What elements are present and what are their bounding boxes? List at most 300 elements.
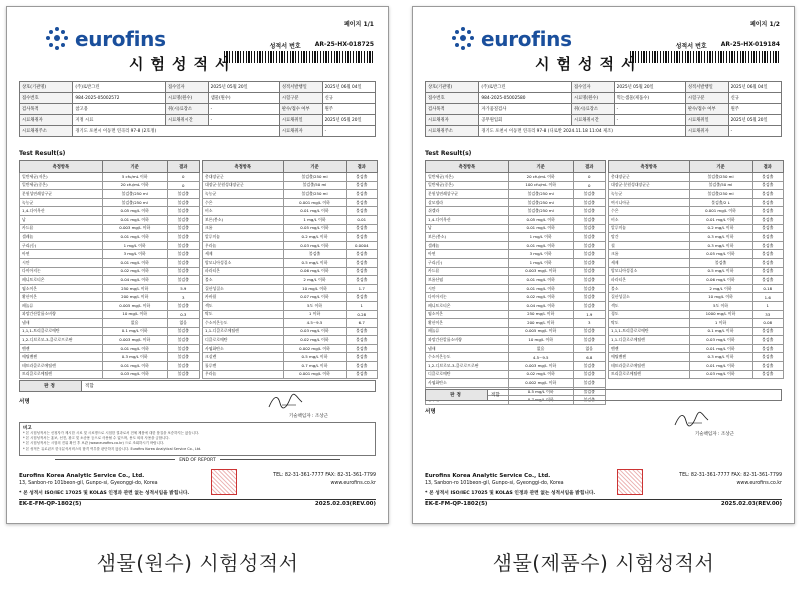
cell-item: 비소: [609, 215, 690, 224]
cell-standard: 0.05 mg/L 이하: [508, 215, 573, 224]
cell-item: 1,1-디클로로에틸렌: [203, 327, 284, 336]
judgement-row: [425, 389, 782, 401]
cell-standard: 20 cfu/mL 이하: [102, 181, 167, 190]
end-of-report: END OF REPORT: [19, 458, 376, 463]
cell-item: 페니트로티온: [426, 301, 509, 310]
table-row: [203, 336, 378, 345]
cell-result: 불검출: [573, 284, 605, 293]
table-row: [609, 336, 784, 345]
cell-item: 벤젠: [609, 344, 690, 353]
info-label: 시료채취시간: [571, 115, 614, 126]
cell-result: 불검출: [573, 198, 605, 207]
col-result-header: 결과: [346, 161, 378, 173]
cell-result: 6.7: [346, 319, 378, 328]
cell-item: 파라티온: [203, 267, 284, 276]
cert-number-row: [676, 41, 780, 50]
cell-standard: 1 mg/L 이하: [508, 258, 573, 267]
table-row: [20, 293, 200, 302]
cell-result: 불검출: [752, 190, 784, 199]
info-value: -: [208, 115, 279, 126]
cell-item: 세제: [203, 250, 284, 259]
cell-standard: 0.001 mg/L 이하: [689, 207, 752, 216]
cell-standard: 0.02 mg/L 이하: [283, 336, 346, 345]
info-table: [425, 81, 782, 137]
cell-item: 카바릴: [203, 293, 284, 302]
table-row: [609, 190, 784, 199]
cell-item: 시안: [20, 258, 103, 267]
cell-item: 수소이온농도: [426, 353, 509, 362]
info-value: (주)로반그린: [479, 82, 572, 93]
info-label: 취(시)료장소: [165, 104, 208, 115]
cell-result: 불검출: [573, 379, 605, 388]
cell-result: 불검출: [167, 250, 199, 259]
cell-standard: 0.1 mg/L 이하: [689, 327, 752, 336]
cell-item: 크실렌: [203, 353, 284, 362]
cell-result: 0.01: [346, 215, 378, 224]
cell-item: 불소: [203, 276, 284, 285]
cell-standard: 0.3 mg/L 이하: [102, 353, 167, 362]
table-row: [609, 181, 784, 190]
cell-item: 톨루엔: [203, 362, 284, 371]
table-row: [20, 224, 200, 233]
cell-standard: 3 mg/L 이하: [102, 250, 167, 259]
cell-standard: 1 이하: [283, 310, 346, 319]
cell-item: 일반세균(중온): [426, 181, 509, 190]
info-label: 시험구분: [685, 93, 728, 104]
table-row: [203, 327, 378, 336]
cell-standard: 불검출/250 ml: [102, 198, 167, 207]
cell-result: 0: [573, 181, 605, 190]
info-value: 원주: [728, 104, 781, 115]
company-address: 13, Sanbon-ro 101beon-gil, Gunpo-si, Gyeonggi-do, Korea: [425, 481, 564, 486]
table-row: [20, 344, 200, 353]
footer-divider: [425, 499, 782, 500]
info-label: 성적서발행일: [685, 82, 728, 93]
cell-standard: 0.05 mg/L 이하: [689, 250, 752, 259]
table-row: [20, 181, 200, 190]
cell-standard: 불검출/250 ml: [689, 173, 752, 182]
cell-result: 불검출: [752, 207, 784, 216]
cell-result: 불검출: [573, 301, 605, 310]
remarks-heading: 비고: [23, 426, 32, 431]
info-value: -: [614, 115, 685, 126]
cell-standard: 1 mg/L 이하: [283, 215, 346, 224]
cell-standard: 0.003 mg/L 이하: [102, 224, 167, 233]
cell-result: 불검출: [167, 233, 199, 242]
cell-result: 불검출: [167, 276, 199, 285]
info-label: 접수일자: [165, 82, 208, 93]
company-name: Eurofins Korea Analytic Service Co., Ltd.: [425, 473, 551, 479]
cell-item: 녹농균: [203, 190, 284, 199]
table-row: [20, 190, 200, 199]
table-row: [609, 250, 784, 259]
remarks-line: * 본 시험성적서는 홍보, 선전, 광고 및 소송용 등으로 사용될 수 없으며, 용도 외의 사용을 금합니다.: [23, 436, 170, 441]
table-row: [609, 284, 784, 293]
table-row: [203, 293, 378, 302]
info-value: 신규: [728, 93, 781, 104]
info-label: 검사목적: [20, 104, 73, 115]
info-value: 2025년 05월 20일: [614, 82, 685, 93]
cert-number-label: 성적서 번호: [675, 43, 707, 50]
table-row: [426, 327, 606, 336]
remarks-line: * 본 성적은 유로핀즈 한국분석서비스의 합격 여부를 판단하지 않습니다. Eurofins Korea Analytical Service Co., Ltd.: [23, 446, 202, 451]
table-row: [203, 173, 378, 182]
cell-result: 불검출: [573, 224, 605, 233]
cell-standard: 250 mg/L 이하: [102, 284, 167, 293]
cell-item: 카드뮴: [426, 267, 509, 276]
cell-standard: 0.7 mg/L 이하: [508, 396, 573, 405]
cell-standard: 0.3 mg/L 이하: [689, 241, 752, 250]
info-value: 2025년 05월 20일: [728, 115, 781, 126]
website: www.eurofins.co.kr: [736, 481, 782, 486]
form-code: EK-E-FM-QP-1802(5): [19, 501, 82, 507]
cell-result: 불검출: [573, 293, 605, 302]
cell-result: 불검출: [346, 276, 378, 285]
table-row: [426, 198, 606, 207]
document-title: 시험성적서: [535, 55, 643, 73]
table-row: [609, 267, 784, 276]
cell-result: 불검출: [167, 190, 199, 199]
cell-result: 불검출: [573, 250, 605, 259]
cell-result: 불검출: [167, 258, 199, 267]
cell-standard: 0.05 mg/L 이하: [283, 224, 346, 233]
table-row: [426, 258, 606, 267]
table-row: [609, 173, 784, 182]
cell-standard: 0.04 mg/L 이하: [508, 301, 573, 310]
cell-standard: 10 mg/L 이하: [283, 284, 346, 293]
cell-result: 불검출: [752, 344, 784, 353]
cell-result: 불검출: [573, 267, 605, 276]
cell-result: 불검출: [752, 250, 784, 259]
table-row: [20, 353, 200, 362]
cell-item: 알루미늄: [203, 233, 284, 242]
info-value: 984-2025-05002580: [479, 93, 572, 104]
cell-standard: 1000 mg/L 이하: [689, 310, 752, 319]
cell-result: 불검출: [752, 173, 784, 182]
info-label: 판수/접수 여부: [279, 104, 322, 115]
table-row: [609, 224, 784, 233]
cell-standard: 불검출/250 ml: [508, 207, 573, 216]
cell-standard: 0.5 mg/L 이하: [283, 353, 346, 362]
info-value: 984-2025-05002572: [73, 93, 166, 104]
cell-standard: 0.3 mg/L 이하: [689, 353, 752, 362]
cell-item: 염소이온: [426, 310, 509, 319]
cell-item: 1,2-디브로모-3-클로로프로판: [426, 362, 509, 371]
table-row: [203, 250, 378, 259]
table-row: [426, 344, 606, 353]
tel-fax: TEL: 82-31-361-7777 FAX: 82-31-361-7799: [679, 473, 782, 478]
website: www.eurofins.co.kr: [330, 481, 376, 486]
cell-result: 불검출: [167, 370, 199, 379]
cell-standard: 4.5~9.5: [283, 319, 346, 328]
table-row: [609, 258, 784, 267]
results-table-left: [425, 160, 606, 405]
cell-item: 1,2-디브로모-3-클로로프로판: [20, 336, 103, 345]
cell-item: 테트라클로로에틸렌: [20, 362, 103, 371]
info-value: -: [614, 104, 685, 115]
cell-item: 대장균·분원성대장균군: [609, 181, 690, 190]
table-row: [20, 276, 200, 285]
cell-item: 1,1,1-트리클로로에탄: [609, 327, 690, 336]
cell-item: 여시니아균: [609, 198, 690, 207]
cell-standard: 없음: [508, 344, 573, 353]
cell-item: 철: [609, 241, 690, 250]
info-label: 접수번호: [426, 93, 479, 104]
cell-standard: 0.01 mg/L 이하: [102, 344, 167, 353]
cell-standard: 0.5 mg/L 이하: [689, 267, 752, 276]
info-value: 2025년 06월 04일: [322, 82, 375, 93]
table-row: [426, 224, 606, 233]
cell-standard: 1 mg/L 이하: [102, 241, 167, 250]
cell-standard: 불검출/50 ml: [689, 181, 752, 190]
info-label: 성적서발행일: [279, 82, 322, 93]
cell-result: 불검출: [752, 353, 784, 362]
table-row: [203, 258, 378, 267]
cell-result: 불검출: [167, 224, 199, 233]
cell-item: 녹농균: [20, 198, 103, 207]
cell-standard: 0.03 mg/L 이하: [283, 327, 346, 336]
info-value: -: [322, 126, 375, 137]
results-table-right: [608, 160, 784, 379]
cell-result: 불검출: [573, 387, 605, 396]
cell-result: 불검출: [573, 190, 605, 199]
report-page-raw-water: [6, 6, 389, 524]
cell-result: 불검출: [346, 233, 378, 242]
cell-standard: 0.5 mg/L 이하: [508, 387, 573, 396]
cell-item: 트리클로로에틸렌: [20, 370, 103, 379]
cell-item: 쉬겔라: [426, 207, 509, 216]
cell-standard: 5도 이하: [689, 301, 752, 310]
cell-item: 아연: [20, 250, 103, 259]
cell-standard: 5 cfu/mL 이하: [102, 173, 167, 182]
info-value: 경기도 포천시 이동면 연곡리 97-8 (2호정): [73, 126, 279, 137]
table-row: [203, 362, 378, 371]
cell-standard: 0.7 mg/L 이하: [283, 362, 346, 371]
cell-result: 불검출: [752, 258, 784, 267]
cell-standard: 0.1 mg/L 이하: [102, 327, 167, 336]
cell-item: 시안: [426, 284, 509, 293]
cell-item: 셀레늄: [426, 241, 509, 250]
info-value: 경기도 포천시 이동면 연곡리 97-8 (디로반 2024.11.18 11:04 제조): [479, 126, 685, 137]
cell-item: 암모니아성질소: [203, 258, 284, 267]
cell-standard: 0.03 mg/L 이하: [689, 336, 752, 345]
eurofins-logo: [449, 25, 572, 53]
cell-item: 수은: [203, 198, 284, 207]
document-title: 시험성적서: [129, 55, 237, 73]
judgement-row: [19, 380, 376, 392]
table-row: [203, 181, 378, 190]
eurofins-logo: [43, 25, 166, 53]
cell-item: 염소이온: [20, 284, 103, 293]
info-value: 먹는샘물(제품수): [614, 93, 685, 104]
cell-standard: 0.01 mg/L 이하: [689, 215, 752, 224]
table-row: [203, 344, 378, 353]
judgement-value: 적합: [488, 390, 782, 401]
table-row: [609, 198, 784, 207]
info-label: 시료명(원수): [165, 93, 208, 104]
table-row: [426, 181, 606, 190]
cell-item: 셀레늄: [20, 233, 103, 242]
info-label: 검사목적: [426, 104, 479, 115]
table-row: [20, 336, 200, 345]
cell-result: 불검출: [346, 344, 378, 353]
table-row: [203, 224, 378, 233]
cell-standard: 3 mg/L 이하: [508, 250, 573, 259]
table-row: [20, 319, 200, 328]
cell-result: 불검출: [167, 353, 199, 362]
cell-item: 냄새: [20, 319, 103, 328]
cell-item: 비소: [203, 207, 284, 216]
cell-result: 불검출: [573, 370, 605, 379]
cell-standard: 0.3 mg/L 이하: [689, 233, 752, 242]
logo-text: eurofins: [481, 27, 572, 51]
cell-result: 불검출: [573, 336, 605, 345]
table-row: [203, 198, 378, 207]
cell-result: 0.28: [346, 310, 378, 319]
cell-result: 불검출: [752, 267, 784, 276]
cell-item: 암모니아성질소: [609, 267, 690, 276]
cell-item: 수소이온농도: [203, 319, 284, 328]
cell-item: 아연: [426, 250, 509, 259]
cell-item: 대장균·분원성대장균군: [203, 181, 284, 190]
table-row: [203, 276, 378, 285]
cell-item: 총대장균군: [203, 173, 284, 182]
results-header-row: [203, 161, 378, 173]
cell-result: 0.0004: [346, 241, 378, 250]
cell-item: 우라늄: [203, 241, 284, 250]
table-row: [203, 319, 378, 328]
cell-result: 0.3: [167, 310, 199, 319]
cell-result: 불검출: [346, 327, 378, 336]
col-standard-header: 기준: [689, 161, 752, 173]
table-row: [20, 362, 200, 371]
cell-standard: 불검출/250 ml: [508, 190, 573, 199]
kolas-notice: * 본 성적서 ISO/IEC 17025 및 KOLAS 인정과 관련 없는 성적서임을 밝힙니다.: [425, 491, 596, 496]
results-header-row: [609, 161, 784, 173]
cell-standard: 0.002 mg/L 이하: [508, 379, 573, 388]
cell-item: 냄새: [426, 344, 509, 353]
cell-item: 크롬: [203, 224, 284, 233]
cell-standard: 200 mg/L 이하: [508, 319, 573, 328]
cell-standard: 1 mg/L 이하: [508, 233, 573, 242]
cell-item: 디클로로메탄: [426, 370, 509, 379]
table-row: [426, 301, 606, 310]
info-label: 시료채취자: [685, 126, 728, 137]
cell-item: 크롬: [609, 250, 690, 259]
cell-result: 불검출: [752, 198, 784, 207]
cell-result: 불검출: [167, 241, 199, 250]
judgement-value: 적합: [82, 381, 376, 392]
caption-product-water: 샘물(제품수) 시험성적서: [492, 551, 715, 575]
cell-item: 일반세균(저온): [20, 173, 103, 182]
table-row: [20, 370, 200, 379]
results-header-row: [20, 161, 200, 173]
table-row: [20, 267, 200, 276]
cell-item: 불소: [609, 284, 690, 293]
cell-standard: 2 mg/L 이하: [689, 284, 752, 293]
cell-result: 불검출: [346, 293, 378, 302]
info-label: 취(시)료장소: [571, 104, 614, 115]
cell-standard: 0.01 mg/L 이하: [102, 258, 167, 267]
cell-item: 테트라클로로에틸렌: [609, 362, 690, 371]
cell-item: 납: [20, 215, 103, 224]
cell-result: 불검출: [752, 233, 784, 242]
cell-result: 불검출: [167, 215, 199, 224]
remarks-line: * 본 시험성적서는 시험의 진위 확인 후 보관 (www.eurofins.co.kr) 으로 조회하시기 바랍니다.: [23, 441, 165, 446]
table-row: [426, 241, 606, 250]
table-row: [609, 293, 784, 302]
cell-standard: 5도 이하: [283, 301, 346, 310]
cell-standard: 0.01 mg/L 이하: [508, 241, 573, 250]
eurofins-logo-icon: [449, 25, 477, 53]
table-row: [426, 207, 606, 216]
cell-standard: 20 cfu/mL 이하: [508, 173, 573, 182]
cell-standard: 0.01 mg/L 이하: [102, 362, 167, 371]
company-address: 13, Sanbon-ro 101beon-gil, Gunpo-si, Gyeonggi-do, Korea: [19, 481, 158, 486]
cell-standard: 불검출/50 ml: [283, 181, 346, 190]
cell-standard: 100 cfu/mL 이하: [508, 181, 573, 190]
table-row: [426, 319, 606, 328]
cell-result: 6.8: [573, 353, 605, 362]
table-row: [426, 173, 606, 182]
info-label: 시료채취자: [20, 115, 73, 126]
cell-result: 1.7: [346, 284, 378, 293]
page-number: 페이지 1/1: [343, 21, 374, 28]
cell-result: 불검출: [752, 362, 784, 371]
info-label: 접수일자: [571, 82, 614, 93]
table-row: [609, 319, 784, 328]
table-row: [426, 379, 606, 388]
cell-standard: 0.02 mg/L 이하: [508, 293, 573, 302]
table-row: [426, 353, 606, 362]
cell-item: 과망간산칼륨소비량: [426, 336, 509, 345]
cell-result: 불검출: [573, 215, 605, 224]
table-row: [426, 310, 606, 319]
cell-result: 없음: [167, 319, 199, 328]
table-row: [203, 370, 378, 379]
cell-standard: 0.003 mg/L 이하: [508, 362, 573, 371]
remarks-line: * 본 시험성적서는 신청자가 제시한 시료 및 시료명으로 시험한 결과로서 전체 제품에 대한 품질을 보증하지는 않습니다.: [23, 431, 200, 435]
cell-result: 33: [752, 310, 784, 319]
table-row: [20, 310, 200, 319]
cell-standard: 0.06 mg/L 이하: [689, 276, 752, 285]
table-row: [426, 190, 606, 199]
cell-item: 수은: [609, 207, 690, 216]
info-value: 공무원입회: [479, 115, 572, 126]
cell-standard: 0.03 mg/L 이하: [283, 241, 346, 250]
table-row: [609, 310, 784, 319]
info-label: 시료명(원수): [571, 93, 614, 104]
cell-item: 색도: [203, 301, 284, 310]
cell-result: 불검출: [752, 370, 784, 379]
cell-item: 세제: [609, 258, 690, 267]
cell-result: 0: [573, 173, 605, 182]
barcode: [224, 51, 374, 63]
col-standard-header: 기준: [102, 161, 167, 173]
cell-standard: 0.02 mg/L 이하: [102, 267, 167, 276]
cell-result: 불검출: [573, 327, 605, 336]
cell-standard: 2 mg/L 이하: [283, 276, 346, 285]
table-row: [426, 233, 606, 242]
cell-result: 3: [573, 319, 605, 328]
page-number: 페이지 1/2: [749, 21, 780, 28]
info-value: (주)로반그린: [73, 82, 166, 93]
table-row: [609, 241, 784, 250]
table-row: [20, 301, 200, 310]
table-row: [20, 250, 200, 259]
cell-item: 페니트로티온: [20, 276, 103, 285]
eurofins-logo-icon: [43, 25, 71, 53]
